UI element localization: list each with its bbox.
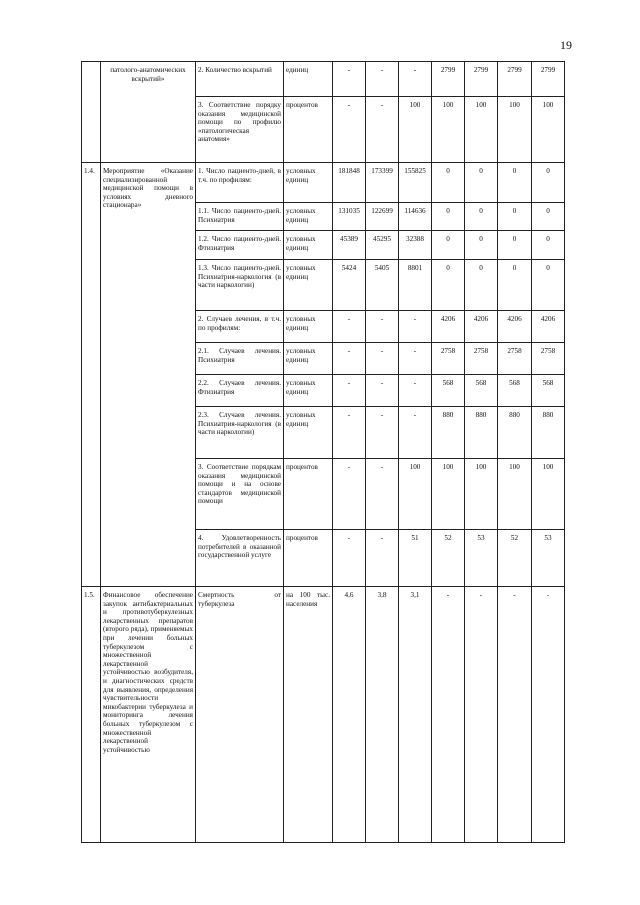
value-cell: - [532, 587, 565, 843]
value-cell: 100 [432, 459, 465, 530]
value-cell: - [399, 62, 432, 97]
value-cell: - [333, 97, 366, 163]
value-cell: 568 [532, 375, 565, 407]
indicator-cell: Смертность от туберкулеза [196, 587, 284, 843]
value-cell: 131035 [333, 203, 366, 231]
value-cell: 0 [465, 163, 498, 203]
value-cell: 100 [432, 97, 465, 163]
unit-cell: процентов [284, 97, 333, 163]
unit-cell: на 100 тыс. населения [284, 587, 333, 843]
value-cell: 53 [465, 530, 498, 587]
value-cell: - [498, 587, 532, 843]
value-cell: - [333, 459, 366, 530]
indicator-cell: 2.1. Случаев лечения. Психиатрия [196, 343, 284, 375]
value-cell: 100 [399, 97, 432, 163]
row-code [82, 62, 101, 163]
unit-cell: единиц [284, 62, 333, 97]
value-cell: - [333, 407, 366, 459]
value-cell: 2799 [532, 62, 565, 97]
value-cell: 52 [498, 530, 532, 587]
table-row [82, 62, 565, 97]
unit-cell: процентов [284, 459, 333, 530]
unit-cell: условных единиц [284, 163, 333, 203]
event-cell: патолого-анатомических вскрытий» [101, 62, 196, 163]
value-cell: 0 [532, 203, 565, 231]
indicator-cell: 1.2. Число пациенто-дней. Фтизиатрия [196, 231, 284, 260]
value-cell: 5405 [366, 260, 399, 311]
value-cell: 173399 [366, 163, 399, 203]
value-cell: - [366, 97, 399, 163]
value-cell: - [366, 62, 399, 97]
indicator-cell: 2.3. Случаев лечения. Психиатрия-наркология (в части наркологии) [196, 407, 284, 459]
value-cell: - [333, 530, 366, 587]
value-cell: 0 [432, 231, 465, 260]
value-cell: 880 [498, 407, 532, 459]
value-cell: 0 [498, 203, 532, 231]
value-cell: 0 [432, 260, 465, 311]
unit-cell: условных единиц [284, 407, 333, 459]
value-cell: 100 [532, 97, 565, 163]
event-cell: Мероприятие «Оказание специализированной медицинской помощи в условиях дневного стационара» [101, 163, 196, 587]
value-cell: 2758 [432, 343, 465, 375]
unit-cell: условных единиц [284, 311, 333, 343]
value-cell: 4206 [532, 311, 565, 343]
value-cell: 0 [465, 203, 498, 231]
value-cell: 52 [432, 530, 465, 587]
value-cell: 0 [532, 260, 565, 311]
indicator-cell: 4. Удовлетворенность потребителей в оказанной государственной услуге [196, 530, 284, 587]
value-cell: 4206 [498, 311, 532, 343]
value-cell: 122699 [366, 203, 399, 231]
value-cell: 4206 [465, 311, 498, 343]
indicator-cell: 3. Соответствие порядку оказания медицинской помощи по профилю «патологическая анатомия» [196, 97, 284, 163]
value-cell: 0 [532, 163, 565, 203]
value-cell: - [333, 62, 366, 97]
value-cell: 568 [465, 375, 498, 407]
indicator-cell: 2.2. Случаев лечения. Фтизиатрия [196, 375, 284, 407]
value-cell: 100 [532, 459, 565, 530]
value-cell: - [399, 407, 432, 459]
unit-cell: условных единиц [284, 231, 333, 260]
value-cell: - [366, 407, 399, 459]
value-cell: - [465, 587, 498, 843]
table-row [82, 163, 565, 203]
indicator-cell: 2. Случаев лечения, в т.ч. по профилям: [196, 311, 284, 343]
value-cell: 880 [432, 407, 465, 459]
value-cell: 45295 [366, 231, 399, 260]
value-cell: - [366, 311, 399, 343]
value-cell: 2758 [532, 343, 565, 375]
value-cell: 0 [498, 260, 532, 311]
value-cell: 0 [498, 163, 532, 203]
event-cell: Финансовое обеспечение закупок антибактериальных и противотуберкулезных лекарственных препаратов (второго ряда), применяемых при лечении больных туберкулезом с множественной лекарственной устойчивостью возбудителя, и диагностических средств для выявления, определения чувствительности микобактерии туберкулеза и мониторинга лечения больных туберкулезом с множественной лекарственной устойчивостью [101, 587, 196, 843]
value-cell: 568 [498, 375, 532, 407]
unit-cell: условных единиц [284, 375, 333, 407]
value-cell: 0 [465, 231, 498, 260]
value-cell: 100 [465, 97, 498, 163]
indicator-cell: 1.3. Число пациенто-дней. Психиатрия-наркология (в части наркологии) [196, 260, 284, 311]
value-cell: 5424 [333, 260, 366, 311]
unit-cell: условных единиц [284, 203, 333, 231]
value-cell: - [366, 530, 399, 587]
unit-cell: условных единиц [284, 260, 333, 311]
value-cell: 0 [498, 231, 532, 260]
value-cell: 155825 [399, 163, 432, 203]
indicator-cell: 1.1. Число пациенто-дней. Психиатрия [196, 203, 284, 231]
value-cell: 53 [532, 530, 565, 587]
value-cell: - [366, 375, 399, 407]
value-cell: 3,1 [399, 587, 432, 843]
value-cell: - [399, 343, 432, 375]
value-cell: 568 [432, 375, 465, 407]
indicator-cell: 1. Число пациенто-дней, в т.ч. по профилям: [196, 163, 284, 203]
value-cell: 100 [465, 459, 498, 530]
value-cell: 0 [465, 260, 498, 311]
unit-cell: условных единиц [284, 343, 333, 375]
value-cell: 2758 [465, 343, 498, 375]
value-cell: - [399, 375, 432, 407]
value-cell: 0 [532, 231, 565, 260]
value-cell: 2799 [465, 62, 498, 97]
value-cell: 3,8 [366, 587, 399, 843]
value-cell: 4206 [432, 311, 465, 343]
value-cell: 114636 [399, 203, 432, 231]
value-cell: 32388 [399, 231, 432, 260]
value-cell: 0 [432, 163, 465, 203]
value-cell: 8801 [399, 260, 432, 311]
value-cell: 100 [399, 459, 432, 530]
value-cell: 880 [465, 407, 498, 459]
page-number: 19 [560, 38, 572, 52]
value-cell: 100 [498, 459, 532, 530]
value-cell: 100 [498, 97, 532, 163]
indicator-cell: 3. Соответствие порядкам оказания медицинской помощи и на основе стандартов медицинской помощи [196, 459, 284, 530]
value-cell: 2799 [498, 62, 532, 97]
value-cell: - [333, 311, 366, 343]
value-cell: 2758 [498, 343, 532, 375]
value-cell: 51 [399, 530, 432, 587]
value-cell: 2799 [432, 62, 465, 97]
value-cell: 45389 [333, 231, 366, 260]
value-cell: 0 [432, 203, 465, 231]
value-cell: - [432, 587, 465, 843]
value-cell: - [333, 343, 366, 375]
value-cell: 4,6 [333, 587, 366, 843]
value-cell: 181848 [333, 163, 366, 203]
unit-cell: процентов [284, 530, 333, 587]
row-code: 1.5. [82, 587, 101, 843]
row-code: 1.4. [82, 163, 101, 587]
value-cell: - [366, 343, 399, 375]
indicators-table [81, 61, 565, 843]
value-cell: - [366, 459, 399, 530]
value-cell: - [399, 311, 432, 343]
indicator-cell: 2. Количество вскрытий [196, 62, 284, 97]
table-row [82, 587, 565, 843]
value-cell: - [333, 375, 366, 407]
value-cell: 880 [532, 407, 565, 459]
